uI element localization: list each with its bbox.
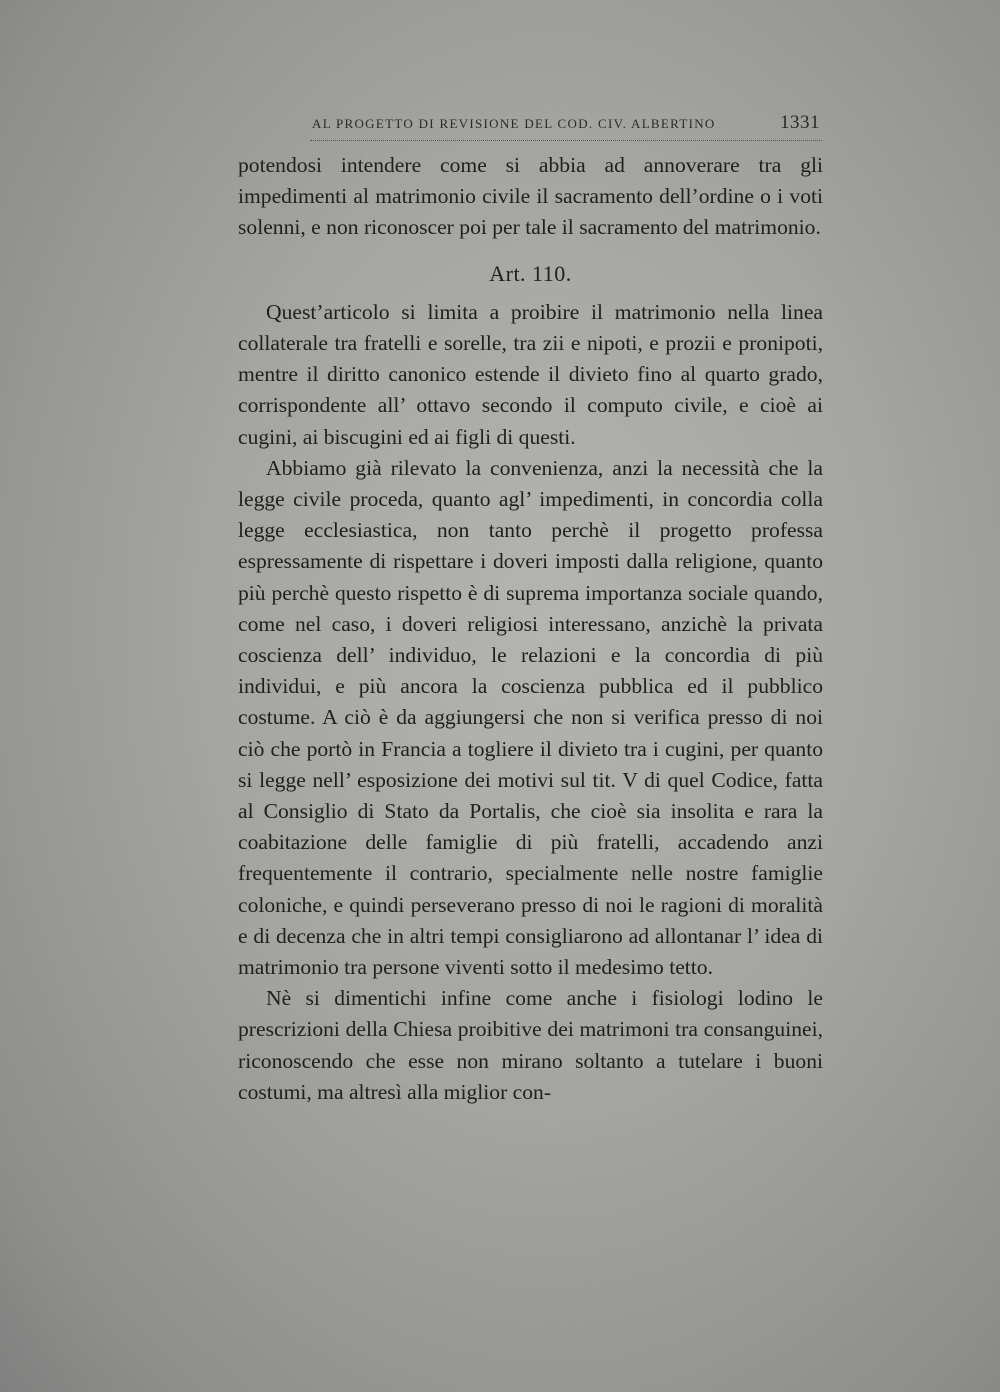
article-heading: Art. 110. [489,260,572,286]
page-number: 1331 [780,112,820,133]
paragraph-continuation: potendosi intendere come si abbia ad annoverare tra gli impedimenti al matrimonio civile il sacramento dell’ordine o i voti solenni, e non riconoscer poi per tale il sacramento del matrimonio. [238,153,823,240]
header-rule [310,140,822,141]
running-header [312,112,828,140]
book-page [232,100,832,1280]
paragraph-physiologists: Nè si dimentichi infine come anche i fisiologi lodino le prescrizioni della Chiesa proibitive dei matrimoni tra consanguinei, riconoscendo che esse non mirano soltanto a tutelare i buoni costumi, ma altresì alla miglior con- [238,986,823,1104]
page-body [238,150,823,1108]
paragraph-article-110: Quest’articolo si limita a proibire il matrimonio nella linea collaterale tra fratelli e sorelle, tra zii e nipoti, e prozii e pronipoti, mentre il diritto canonico estende il divieto fino al quarto grado, corrispondente all’ ottavo secondo il computo civile, e cioè ai cugini, ai biscugini ed ai figli di questi. [238,299,823,449]
paragraph-convenience: Abbiamo già rilevato la convenienza, anzi la necessità che la legge civile proceda, quanto agl’ impedimenti, in concordia colla legge ecclesiastica, non tanto perchè il progetto professa espressamente di rispettare i doveri imposti dalla religione, quanto più perchè questo rispetto è di suprema importanza sociale quando, come nel caso, i doveri religiosi interessano, anzichè la privata coscienza dell’ individuo, le relazioni e la concordia di più individui, e più ancora la coscienza pubblica ed il pubblico costume. A ciò è da aggiungersi che non si verifica presso di noi ciò che portò in Francia a togliere il divieto tra i cugini, per quanto si legge nell’ esposizione dei motivi sul tit. V di quel Codice, fatta al Consiglio di Stato da Portalis, che cioè sia insolita e rara la coabitazione delle famiglie di più fratelli, accadendo anzi frequentemente il contrario, specialmente nelle nostre famiglie coloniche, e quindi perseverano presso di noi le ragioni di moralità e di decenza che in altri tempi consigliarono ad allontanar l’ idea di matrimonio tra persone viventi sotto il medesimo tetto. [238,455,823,980]
running-title: AL PROGETTO DI REVISIONE DEL COD. CIV. ALBERTINO [312,116,716,131]
